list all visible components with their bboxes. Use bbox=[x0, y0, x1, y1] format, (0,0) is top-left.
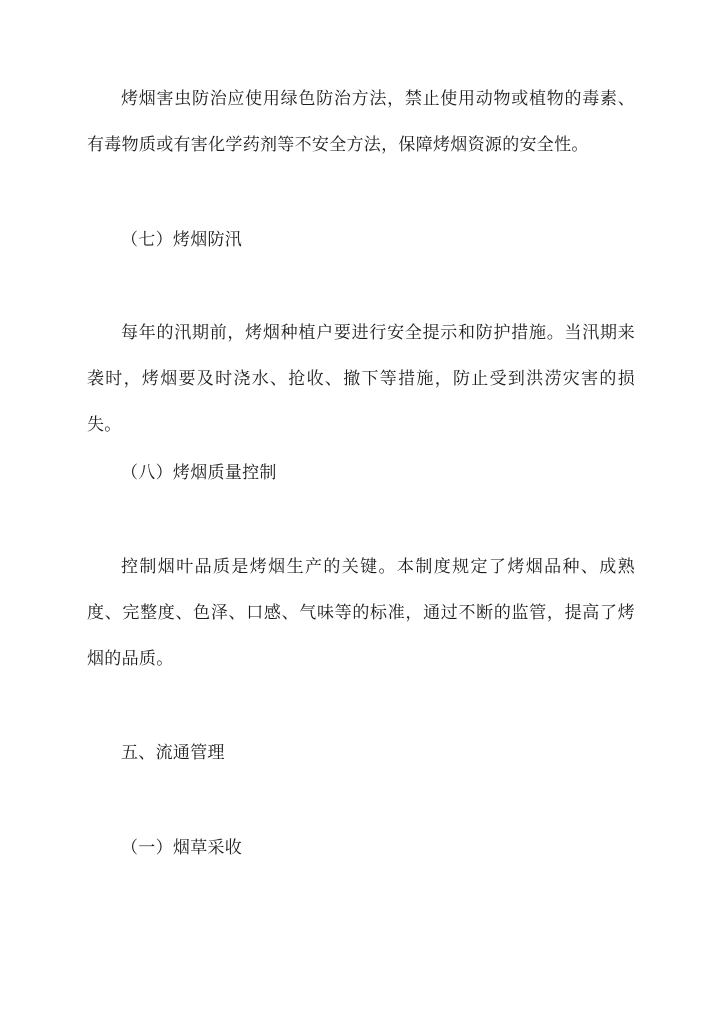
heading-tobacco-harvest: （一）烟草采收 bbox=[121, 838, 243, 858]
paragraph-quality-control: 控制烟叶品质是烤烟生产的关键。本制度规定了烤烟品种、成熟度、完整度、色泽、口感、气味等的标准，通过不断的监管，提高了烤烟的品质。 bbox=[87, 557, 635, 669]
heading-quality-control: （八）烤烟质量控制 bbox=[121, 463, 277, 483]
paragraph-pest-control: 烤烟害虫防治应使用绿色防治方法，禁止使用动物或植物的毒素、有毒物质或有害化学药剂等不安全方法，保障烤烟资源的安全性。 bbox=[87, 89, 635, 155]
heading-flood-control: （七）烤烟防汛 bbox=[121, 230, 243, 250]
paragraph-flood-control: 每年的汛期前，烤烟种植户要进行安全提示和防护措施。当汛期来袭时，烤烟要及时浇水、抢收、撤下等措施，防止受到洪涝灾害的损失。 bbox=[87, 323, 635, 435]
section-title-circulation: 五、流通管理 bbox=[121, 743, 225, 763]
